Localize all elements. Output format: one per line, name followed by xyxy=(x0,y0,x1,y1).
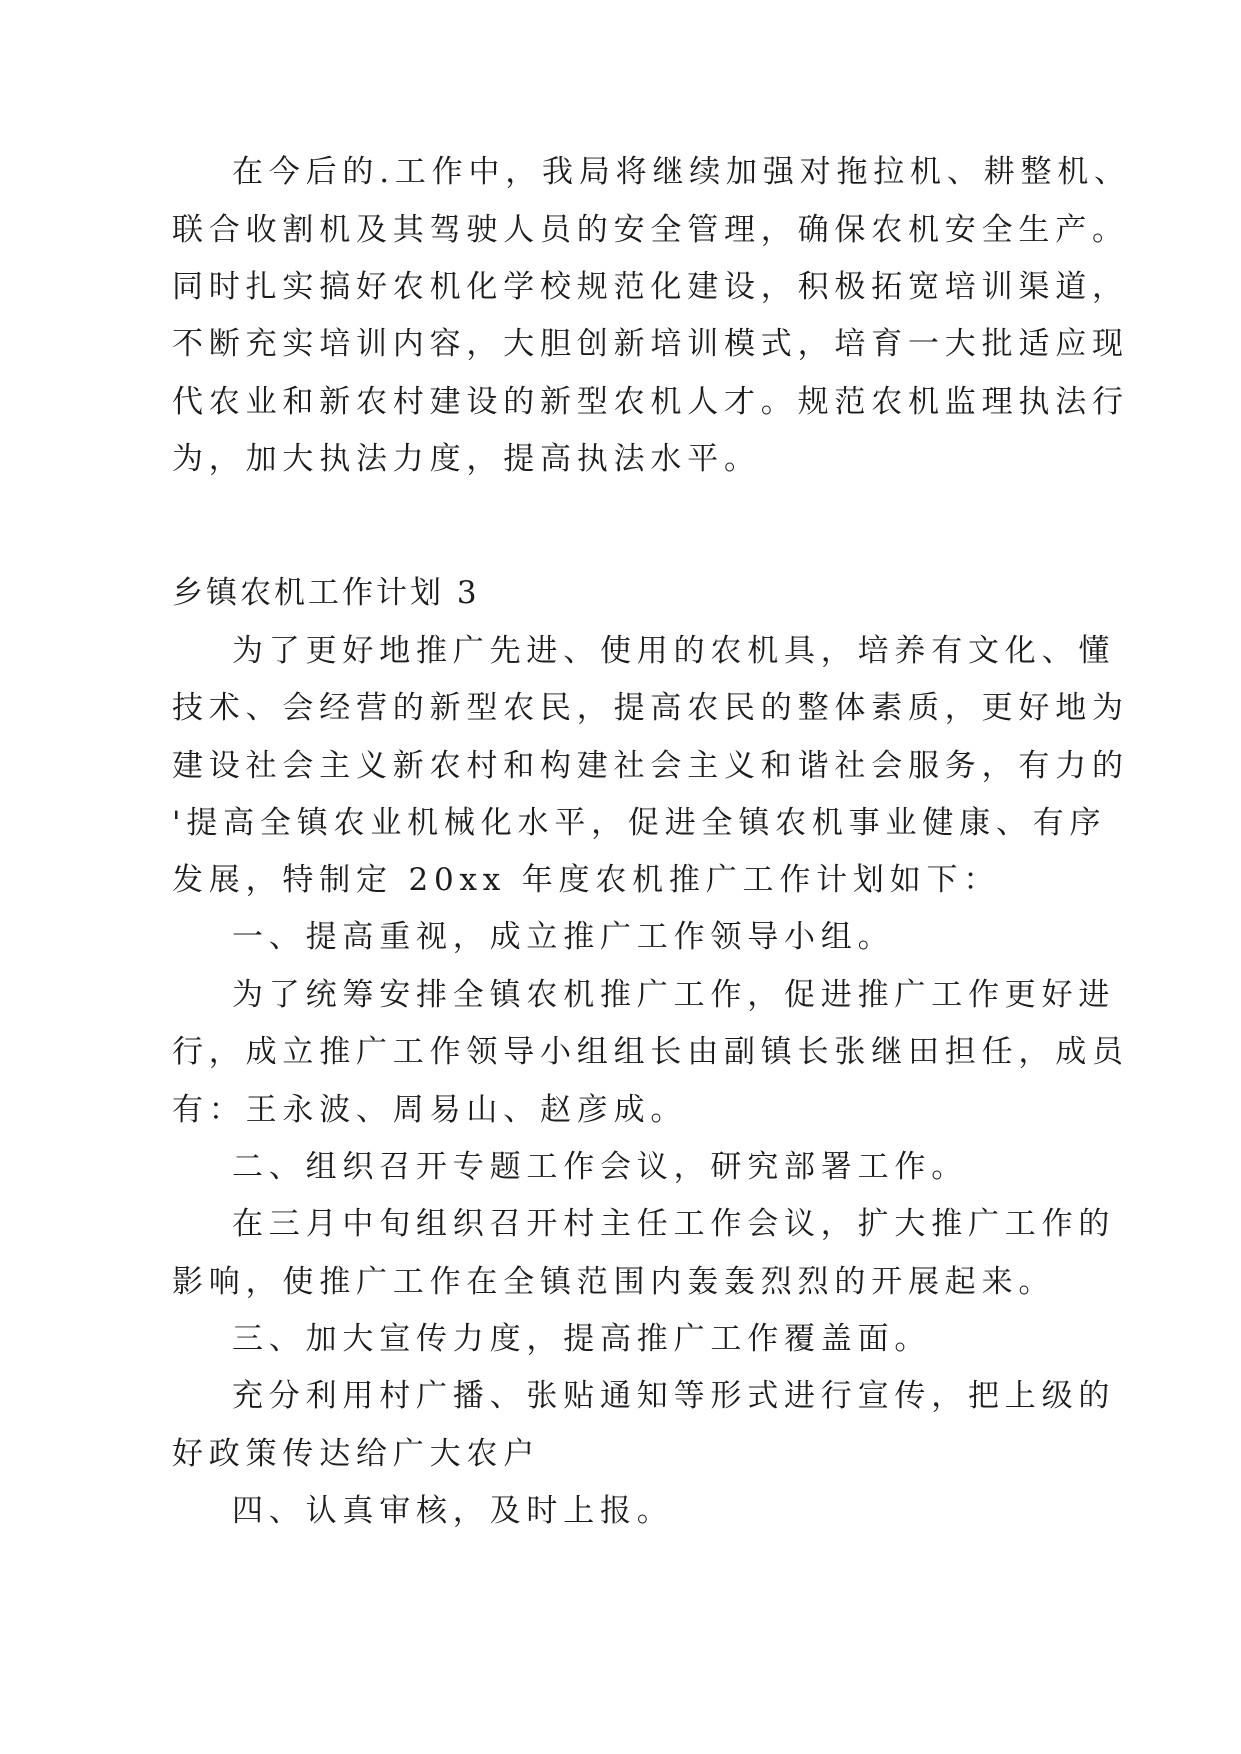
item-4-title: 四、认真审核，及时上报。 xyxy=(232,1493,674,1529)
paragraph-2-line-3: 建设社会主义新农村和构建社会主义和谐社会服务，有力的 xyxy=(172,748,1129,784)
item-2-line-1: 在三月中旬组织召开村主任工作会议，扩大推广工作的 xyxy=(232,1206,1116,1242)
paragraph-1-line-5: 代农业和新农村建设的新型农机人才。规范农机监理执法行 xyxy=(172,384,1129,420)
item-3-line-2: 好政策传达给广大农户 xyxy=(172,1436,540,1472)
paragraph-2-line-5: 发展，特制定 20xx 年度农机推广工作计划如下： xyxy=(172,862,1001,898)
item-1-line-3: 有：王永波、周易山、赵彦成。 xyxy=(172,1092,688,1128)
item-3-title: 三、加大宣传力度，提高推广工作覆盖面。 xyxy=(232,1321,932,1357)
item-2-title: 二、组织召开专题工作会议，研究部署工作。 xyxy=(232,1149,968,1185)
item-1-line-1: 为了统筹安排全镇农机推广工作，促进推广工作更好进 xyxy=(232,977,1116,1013)
item-1-line-2: 行，成立推广工作领导小组组长由副镇长张继田担任，成员 xyxy=(172,1034,1129,1070)
paragraph-2-line-2: 技术、会经营的新型农民，提高农民的整体素质，更好地为 xyxy=(172,690,1129,726)
paragraph-1-line-4: 不断充实培训内容，大胆创新培训模式，培育一大批适应现 xyxy=(172,326,1129,362)
paragraph-1-line-6: 为，加大执法力度，提高执法水平。 xyxy=(172,441,761,477)
item-3-line-1: 充分利用村广播、张贴通知等形式进行宣传，把上级的 xyxy=(232,1378,1116,1414)
paragraph-1-line-3: 同时扎实搞好农机化学校规范化建设，积极拓宽培训渠道， xyxy=(172,269,1129,305)
item-2-line-2: 影响，使推广工作在全镇范围内轰轰烈烈的开展起来。 xyxy=(172,1264,1056,1300)
section-heading: 乡镇农机工作计划 3 xyxy=(172,575,480,611)
paragraph-2-line-4: '提高全镇农业机械化水平，促进全镇农机事业健康、有序 xyxy=(172,805,1107,841)
paragraph-1-line-2: 联合收割机及其驾驶人员的安全管理，确保农机安全生产。 xyxy=(172,212,1129,248)
item-1-title: 一、提高重视，成立推广工作领导小组。 xyxy=(232,919,895,955)
paragraph-2-line-1: 为了更好地推广先进、使用的农机具，培养有文化、懂 xyxy=(232,633,1116,669)
paragraph-1-line-1: 在今后的.工作中，我局将继续加强对拖拉机、耕整机、 xyxy=(232,154,1131,190)
